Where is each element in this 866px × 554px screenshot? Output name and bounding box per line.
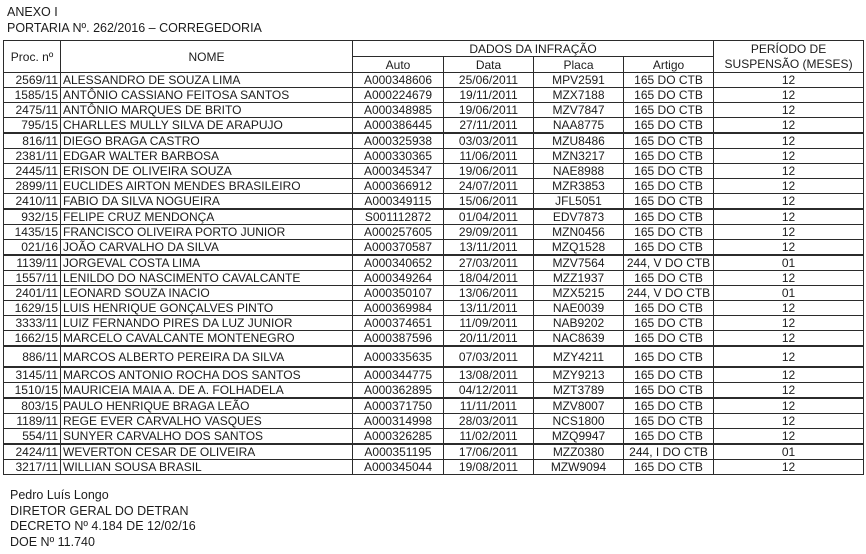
cell-proc-number: 1585/15 <box>4 88 61 103</box>
cell-name: FRANCISCO OLIVEIRA PORTO JUNIOR <box>61 225 353 240</box>
cell-proc-number: 2569/11 <box>4 73 61 88</box>
cell-name: LUIS HENRIQUE GONÇALVES PINTO <box>61 301 353 316</box>
table-row <box>4 225 864 240</box>
cell-date: 27/03/2011 <box>444 255 534 271</box>
cell-auto: A000335635 <box>353 346 444 367</box>
table-row <box>4 271 864 286</box>
cell-article: 165 DO CTB <box>624 316 714 331</box>
cell-article: 165 DO CTB <box>624 429 714 445</box>
cell-article: 165 DO CTB <box>624 164 714 179</box>
cell-suspension-period: 12 <box>714 209 864 225</box>
cell-suspension-period: 12 <box>714 331 864 347</box>
cell-date: 07/03/2011 <box>444 346 534 367</box>
cell-name: LENILDO DO NASCIMENTO CAVALCANTE <box>61 271 353 286</box>
cell-proc-number: 1510/15 <box>4 383 61 399</box>
cell-auto: A000370587 <box>353 240 444 256</box>
column-header-periodo-line2: SUSPENSÃO (MESES) <box>724 56 853 71</box>
cell-name: JOÃO CARVALHO DA SILVA <box>61 240 353 256</box>
table-row <box>4 118 864 134</box>
table-row <box>4 316 864 331</box>
cell-auto: A000330365 <box>353 149 444 164</box>
cell-proc-number: 2475/11 <box>4 103 61 118</box>
cell-plate: MZZ1937 <box>534 271 624 286</box>
cell-auto: A000387596 <box>353 331 444 347</box>
cell-auto: A000362895 <box>353 383 444 399</box>
cell-name: FABIO DA SILVA NOGUEIRA <box>61 194 353 210</box>
table-row <box>4 460 864 475</box>
column-header-artigo: Artigo <box>624 57 714 73</box>
cell-name: SUNYER CARVALHO DOS SANTOS <box>61 429 353 445</box>
cell-suspension-period: 12 <box>714 194 864 210</box>
records-table <box>3 40 864 475</box>
cell-article: 165 DO CTB <box>624 346 714 367</box>
column-header-data: Data <box>444 57 534 73</box>
cell-auto: A000345044 <box>353 460 444 475</box>
table-row <box>4 73 864 88</box>
table-row <box>4 367 864 383</box>
cell-name: LUIZ FERNANDO PIRES DA LUZ JUNIOR <box>61 316 353 331</box>
cell-proc-number: 3217/11 <box>4 460 61 475</box>
cell-auto: A000366912 <box>353 179 444 194</box>
cell-plate: MPV2591 <box>534 73 624 88</box>
doe-reference: DOE Nº 11.740 <box>10 534 95 549</box>
cell-suspension-period: 12 <box>714 149 864 164</box>
cell-article: 165 DO CTB <box>624 414 714 429</box>
cell-plate: MZV7564 <box>534 255 624 271</box>
cell-name: EDGAR WALTER BARBOSA <box>61 149 353 164</box>
cell-auto: A000386445 <box>353 118 444 134</box>
cell-date: 11/06/2011 <box>444 149 534 164</box>
table-row <box>4 133 864 149</box>
cell-date: 17/06/2011 <box>444 444 534 460</box>
cell-article: 165 DO CTB <box>624 383 714 399</box>
cell-date: 19/06/2011 <box>444 164 534 179</box>
cell-proc-number: 803/15 <box>4 398 61 414</box>
cell-suspension-period: 12 <box>714 240 864 256</box>
cell-plate: MZZ0380 <box>534 444 624 460</box>
cell-date: 15/06/2011 <box>444 194 534 210</box>
cell-auto: A000349115 <box>353 194 444 210</box>
table-row <box>4 194 864 210</box>
cell-date: 27/11/2011 <box>444 118 534 134</box>
cell-suspension-period: 12 <box>714 346 864 367</box>
table-row <box>4 301 864 316</box>
doc-footer <box>3 488 863 550</box>
cell-article: 165 DO CTB <box>624 225 714 240</box>
cell-proc-number: 886/11 <box>4 346 61 367</box>
cell-name: ANTÔNIO CASSIANO FEITOSA SANTOS <box>61 88 353 103</box>
cell-article: 244, V DO CTB <box>624 286 714 301</box>
cell-article: 165 DO CTB <box>624 133 714 149</box>
cell-proc-number: 1662/15 <box>4 331 61 347</box>
cell-proc-number: 2424/11 <box>4 444 61 460</box>
table-row <box>4 383 864 399</box>
doc-header <box>3 4 863 36</box>
cell-proc-number: 3145/11 <box>4 367 61 383</box>
column-header-placa: Placa <box>534 57 624 73</box>
cell-suspension-period: 12 <box>714 301 864 316</box>
cell-name: EUCLIDES AIRTON MENDES BRASILEIRO <box>61 179 353 194</box>
cell-suspension-period: 12 <box>714 316 864 331</box>
cell-date: 19/06/2011 <box>444 103 534 118</box>
cell-suspension-period: 12 <box>714 225 864 240</box>
cell-name: ERISON DE OLIVEIRA SOUZA <box>61 164 353 179</box>
cell-name: PAULO HENRIQUE BRAGA LEÃO <box>61 398 353 414</box>
cell-date: 25/06/2011 <box>444 73 534 88</box>
table-row <box>4 331 864 347</box>
cell-plate: NAE0039 <box>534 301 624 316</box>
cell-suspension-period: 12 <box>714 460 864 475</box>
table-row <box>4 255 864 271</box>
cell-name: WILLIAN SOUSA BRASIL <box>61 460 353 475</box>
cell-plate: MZY9213 <box>534 367 624 383</box>
cell-proc-number: 3333/11 <box>4 316 61 331</box>
cell-article: 165 DO CTB <box>624 88 714 103</box>
cell-suspension-period: 12 <box>714 429 864 445</box>
cell-article: 165 DO CTB <box>624 209 714 225</box>
cell-article: 165 DO CTB <box>624 73 714 88</box>
cell-name: LEONARD SOUZA INACIO <box>61 286 353 301</box>
cell-article: 165 DO CTB <box>624 118 714 134</box>
cell-date: 11/02/2011 <box>444 429 534 445</box>
cell-date: 13/11/2011 <box>444 301 534 316</box>
cell-article: 165 DO CTB <box>624 367 714 383</box>
cell-plate: NAB9202 <box>534 316 624 331</box>
cell-suspension-period: 12 <box>714 414 864 429</box>
cell-name: ANTÔNIO MARQUES DE BRITO <box>61 103 353 118</box>
cell-proc-number: 816/11 <box>4 133 61 149</box>
cell-plate: NAC8639 <box>534 331 624 347</box>
cell-suspension-period: 12 <box>714 383 864 399</box>
decree-reference: DECRETO Nº 4.184 DE 12/02/16 <box>10 519 196 533</box>
cell-auto: A000257605 <box>353 225 444 240</box>
table-body <box>4 73 864 475</box>
annex-title: ANEXO I <box>7 5 58 19</box>
column-group-header-dados-infracao: DADOS DA INFRAÇÃO <box>353 41 714 57</box>
table-row <box>4 444 864 460</box>
cell-article: 165 DO CTB <box>624 331 714 347</box>
table-row <box>4 398 864 414</box>
table-header <box>4 41 864 73</box>
cell-proc-number: 554/11 <box>4 429 61 445</box>
cell-article: 165 DO CTB <box>624 301 714 316</box>
cell-date: 19/08/2011 <box>444 460 534 475</box>
cell-auto: A000314998 <box>353 414 444 429</box>
table-row <box>4 240 864 256</box>
cell-suspension-period: 12 <box>714 271 864 286</box>
cell-date: 11/11/2011 <box>444 398 534 414</box>
cell-plate: MZT3789 <box>534 383 624 399</box>
cell-name: DIEGO BRAGA CASTRO <box>61 133 353 149</box>
cell-date: 11/09/2011 <box>444 316 534 331</box>
cell-auto: A000348985 <box>353 103 444 118</box>
signature-role: DIRETOR GERAL DO DETRAN <box>10 503 189 518</box>
cell-plate: MZQ1528 <box>534 240 624 256</box>
cell-suspension-period: 12 <box>714 398 864 414</box>
table-row <box>4 286 864 301</box>
ordinance-title: PORTARIA Nº. 262/2016 – CORREGEDORIA <box>7 21 262 35</box>
cell-plate: MZN0456 <box>534 225 624 240</box>
cell-auto: A000340652 <box>353 255 444 271</box>
table-row <box>4 429 864 445</box>
cell-proc-number: 1435/15 <box>4 225 61 240</box>
cell-name: MARCOS ALBERTO PEREIRA DA SILVA <box>61 346 353 367</box>
table-row <box>4 414 864 429</box>
cell-suspension-period: 01 <box>714 286 864 301</box>
cell-article: 165 DO CTB <box>624 103 714 118</box>
cell-proc-number: 021/16 <box>4 240 61 256</box>
cell-proc-number: 2410/11 <box>4 194 61 210</box>
cell-auto: A000326285 <box>353 429 444 445</box>
cell-proc-number: 1189/11 <box>4 414 61 429</box>
cell-name: FELIPE CRUZ MENDONÇA <box>61 209 353 225</box>
cell-auto: A000350107 <box>353 286 444 301</box>
cell-suspension-period: 12 <box>714 179 864 194</box>
cell-plate: NAA8775 <box>534 118 624 134</box>
cell-date: 24/07/2011 <box>444 179 534 194</box>
cell-plate: MZX5215 <box>534 286 624 301</box>
cell-plate: MZX7188 <box>534 88 624 103</box>
cell-auto: A000371750 <box>353 398 444 414</box>
cell-plate: NAE8988 <box>534 164 624 179</box>
cell-article: 165 DO CTB <box>624 149 714 164</box>
cell-plate: EDV7873 <box>534 209 624 225</box>
cell-auto: A000374651 <box>353 316 444 331</box>
cell-suspension-period: 12 <box>714 73 864 88</box>
cell-date: 20/11/2011 <box>444 331 534 347</box>
cell-proc-number: 2899/11 <box>4 179 61 194</box>
cell-proc-number: 1139/11 <box>4 255 61 271</box>
cell-date: 13/06/2011 <box>444 286 534 301</box>
cell-proc-number: 932/15 <box>4 209 61 225</box>
cell-proc-number: 795/15 <box>4 118 61 134</box>
cell-article: 244, V DO CTB <box>624 255 714 271</box>
column-header-periodo <box>714 41 864 73</box>
table-row <box>4 346 864 367</box>
table-row <box>4 103 864 118</box>
cell-date: 01/04/2011 <box>444 209 534 225</box>
cell-name: JORGEVAL COSTA LIMA <box>61 255 353 271</box>
cell-plate: MZN3217 <box>534 149 624 164</box>
cell-proc-number: 2401/11 <box>4 286 61 301</box>
cell-auto: A000224679 <box>353 88 444 103</box>
cell-date: 28/03/2011 <box>444 414 534 429</box>
cell-auto: A000348606 <box>353 73 444 88</box>
cell-date: 13/08/2011 <box>444 367 534 383</box>
cell-article: 165 DO CTB <box>624 194 714 210</box>
cell-auto: A000325938 <box>353 133 444 149</box>
cell-plate: MZW9094 <box>534 460 624 475</box>
cell-suspension-period: 12 <box>714 164 864 179</box>
cell-auto: A000369984 <box>353 301 444 316</box>
cell-name: MARCELO CAVALCANTE MONTENEGRO <box>61 331 353 347</box>
table-row <box>4 88 864 103</box>
column-header-auto: Auto <box>353 57 444 73</box>
cell-plate: JFL5051 <box>534 194 624 210</box>
cell-proc-number: 1629/15 <box>4 301 61 316</box>
table-row <box>4 209 864 225</box>
cell-name: ALESSANDRO DE SOUZA LIMA <box>61 73 353 88</box>
cell-plate: NCS1800 <box>534 414 624 429</box>
table-row <box>4 164 864 179</box>
cell-suspension-period: 01 <box>714 444 864 460</box>
cell-article: 165 DO CTB <box>624 271 714 286</box>
cell-auto: A000349264 <box>353 271 444 286</box>
cell-article: 165 DO CTB <box>624 240 714 256</box>
table-row <box>4 179 864 194</box>
cell-suspension-period: 12 <box>714 88 864 103</box>
cell-plate: MZV7847 <box>534 103 624 118</box>
cell-date: 03/03/2011 <box>444 133 534 149</box>
cell-plate: MZV8007 <box>534 398 624 414</box>
cell-auto: S001112872 <box>353 209 444 225</box>
cell-name: CHARLLES MULLY SILVA DE ARAPUJO <box>61 118 353 134</box>
column-header-proc: Proc. nº <box>4 41 61 73</box>
cell-proc-number: 1557/11 <box>4 271 61 286</box>
cell-date: 18/04/2011 <box>444 271 534 286</box>
cell-proc-number: 2381/11 <box>4 149 61 164</box>
cell-name: REGE EVER CARVALHO VASQUES <box>61 414 353 429</box>
cell-plate: MZY4211 <box>534 346 624 367</box>
signature-name: Pedro Luís Longo <box>10 488 109 502</box>
cell-name: MAURICEIA MAIA A. DE A. FOLHADELA <box>61 383 353 399</box>
cell-date: 29/09/2011 <box>444 225 534 240</box>
cell-suspension-period: 12 <box>714 133 864 149</box>
column-header-nome: NOME <box>61 41 353 73</box>
cell-suspension-period: 01 <box>714 255 864 271</box>
cell-plate: MZR3853 <box>534 179 624 194</box>
cell-article: 165 DO CTB <box>624 398 714 414</box>
cell-article: 244, I DO CTB <box>624 444 714 460</box>
cell-article: 165 DO CTB <box>624 460 714 475</box>
cell-suspension-period: 12 <box>714 367 864 383</box>
cell-auto: A000344775 <box>353 367 444 383</box>
cell-name: MARCOS ANTONIO ROCHA DOS SANTOS <box>61 367 353 383</box>
cell-date: 04/12/2011 <box>444 383 534 399</box>
cell-proc-number: 2445/11 <box>4 164 61 179</box>
table-row <box>4 149 864 164</box>
cell-suspension-period: 12 <box>714 103 864 118</box>
cell-plate: MZU8486 <box>534 133 624 149</box>
cell-auto: A000345347 <box>353 164 444 179</box>
column-header-periodo-line1: PERÍODO DE <box>750 41 827 56</box>
cell-auto: A000351195 <box>353 444 444 460</box>
cell-name: WEVERTON CESAR DE OLIVEIRA <box>61 444 353 460</box>
cell-date: 19/11/2011 <box>444 88 534 103</box>
cell-plate: MZQ9947 <box>534 429 624 445</box>
cell-date: 13/11/2011 <box>444 240 534 256</box>
cell-article: 165 DO CTB <box>624 179 714 194</box>
cell-suspension-period: 12 <box>714 118 864 134</box>
